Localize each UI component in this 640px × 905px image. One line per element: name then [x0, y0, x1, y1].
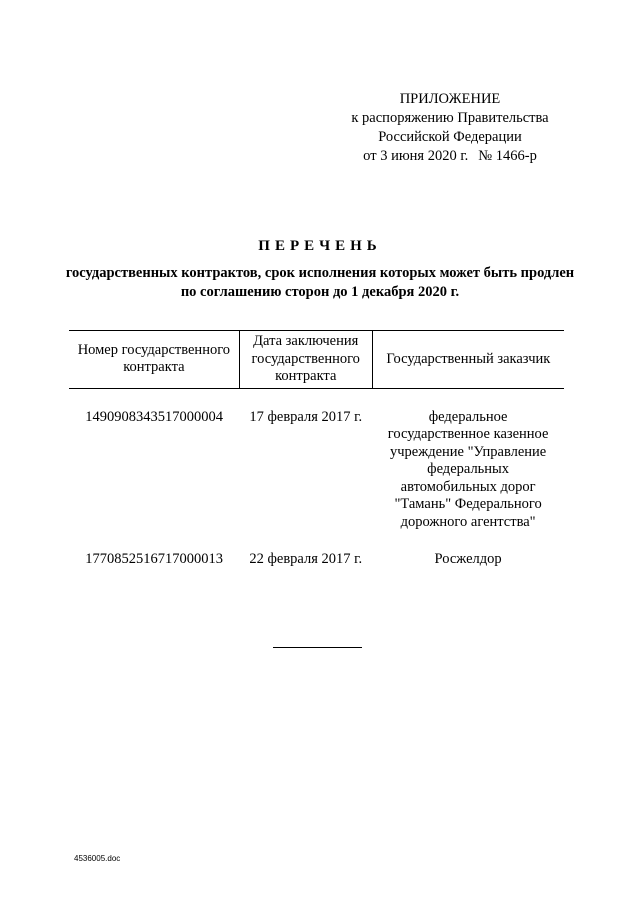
conclusion-date-cell: 17 февраля 2017 г.	[249, 408, 363, 425]
contract-number-cell: 1490908343517000004	[85, 408, 223, 425]
appendix-date: от 3 июня 2020 г.	[363, 148, 469, 164]
contracts-table	[69, 330, 564, 569]
document-file-code: 4536005.doc	[74, 854, 121, 863]
customer-cell: Росжелдор	[434, 551, 502, 567]
header-contract-number: Номер государственного контракта	[69, 331, 239, 389]
table-row	[69, 388, 564, 531]
table-header-row	[69, 331, 564, 389]
appendix-number: № 1466-р	[478, 148, 537, 164]
conclusion-date-cell: 22 февраля 2017 г.	[249, 551, 363, 567]
appendix-header	[330, 90, 570, 166]
appendix-line-1: к распоряжению Правительства	[351, 110, 549, 126]
appendix-date-line	[330, 147, 570, 166]
appendix-title: ПРИЛОЖЕНИЕ	[399, 91, 501, 107]
end-divider	[273, 647, 362, 648]
customer-cell: федеральное государственное казенное учреждение "Управление федеральных автомобильных дорог "Тамань" Федерального дорожного агентства"	[387, 408, 549, 530]
document-title: ПЕРЕЧЕНЬ	[258, 238, 382, 254]
table-row	[69, 531, 564, 569]
contract-number-cell: 1770852516717000013	[85, 551, 223, 567]
header-customer: Государственный заказчик	[372, 331, 564, 389]
appendix-line-2: Российской Федерации	[378, 129, 522, 145]
header-conclusion-date: Дата заключения государственного контракта	[239, 331, 372, 389]
document-subtitle: государственных контрактов, срок исполнения которых может быть продлен по соглашению сторон до 1 декабря 2020 г.	[65, 265, 575, 300]
